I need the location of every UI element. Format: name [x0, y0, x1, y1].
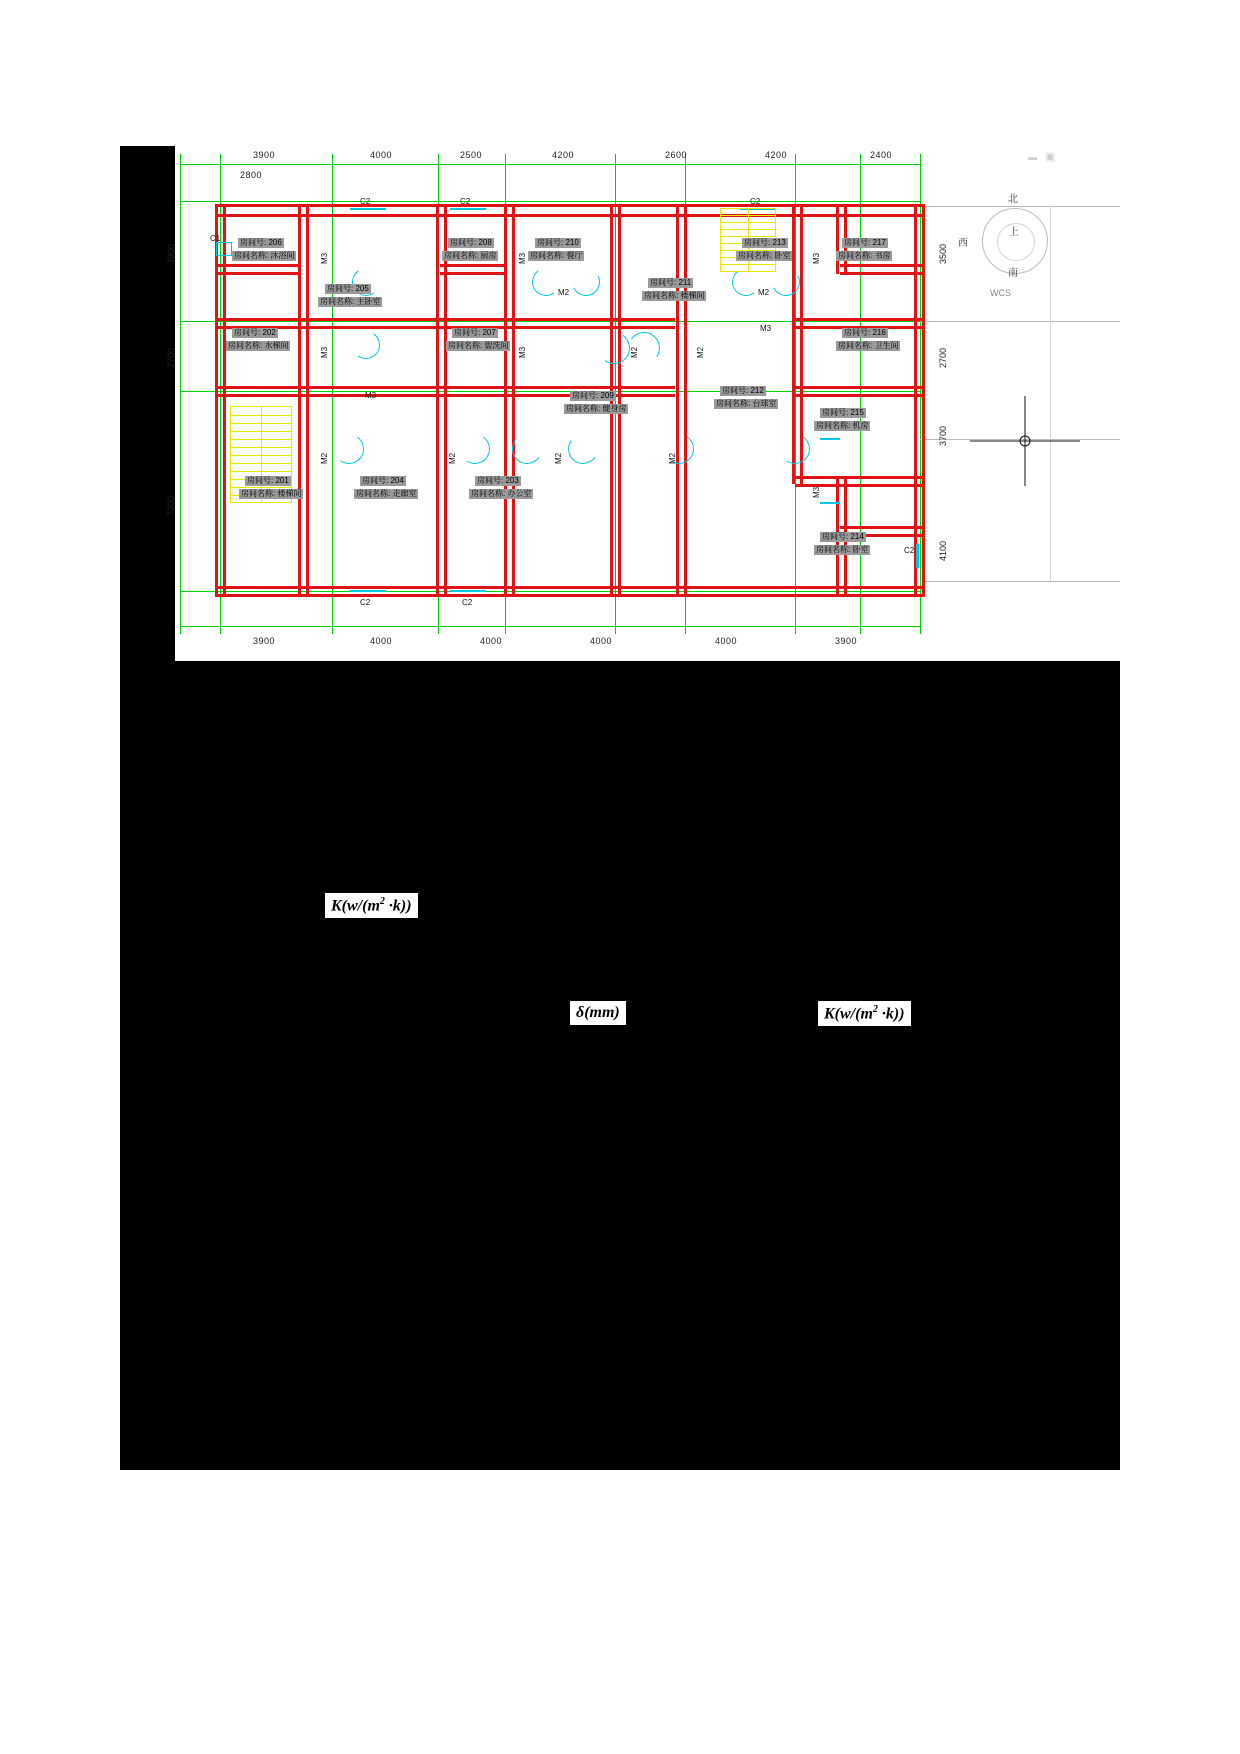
room-tag-number: 房间号: 205: [327, 284, 369, 293]
label-m2-v-3: M2: [320, 452, 329, 464]
room-tag-name: 房间名称: 机房: [816, 421, 869, 430]
dim-left-1: 2700: [166, 347, 176, 368]
window-c2-4: [350, 590, 386, 592]
label-c2-1: C2: [360, 197, 371, 206]
dim-top-6: 2400: [870, 150, 893, 160]
axis-line-4: [180, 591, 920, 592]
wall-room214-top: [840, 526, 925, 529]
window-c2-2: [450, 208, 486, 210]
wall-v-6b: [800, 204, 803, 394]
wall-left-inner: [223, 204, 226, 596]
room-tag-name: 房间名称: 沐浴间: [234, 251, 295, 260]
room-tag-number: 房间号: 216: [844, 328, 886, 337]
room-tag-name: 房间名称: 卫生间: [838, 341, 899, 350]
window-c2-1: [350, 208, 386, 210]
dim-bottom-5: 3900: [835, 636, 858, 646]
wall-v-2: [436, 204, 439, 394]
wall-v-4d: [618, 394, 621, 594]
dim-line-bottom: [180, 626, 920, 627]
room-tag-name: 房间名称: 卧室: [816, 545, 869, 554]
wall-mid1-c: [795, 318, 925, 321]
room-tag-number: 房间号: 213: [744, 238, 786, 247]
room-tag-number: 房间号: 206: [240, 238, 282, 247]
room-tag-number: 房间号: 212: [722, 386, 764, 395]
wall-v-4c: [610, 394, 613, 594]
label-m3-h-1: M3: [365, 391, 377, 400]
label-m2-v-5: M2: [554, 452, 563, 464]
dim-left-2: 7300: [166, 495, 176, 516]
wcs-label[interactable]: WCS: [990, 288, 1011, 298]
room-tag-name: 房间名称: 健身房: [566, 404, 627, 413]
wall-bottom-outer: [215, 586, 925, 589]
window-c2-6: [916, 544, 919, 568]
wall-mid2-d: [795, 394, 925, 397]
room-tag-number: 房间号: 215: [822, 408, 864, 417]
dim-left-0: 3900: [166, 243, 176, 264]
label-c2-2: C2: [460, 197, 471, 206]
window-c1: [216, 242, 232, 256]
cad-drawing-viewport[interactable]: [120, 146, 1120, 661]
wall-v-2d: [444, 394, 447, 594]
wall-room208-bottom2: [440, 272, 505, 275]
wall-top-outer: [215, 204, 925, 207]
room-tag-number: 房间号: 217: [844, 238, 886, 247]
restore-icon[interactable]: ▣: [1045, 151, 1056, 163]
dim-bottom-0: 3900: [253, 636, 276, 646]
label-c1: C1: [210, 234, 221, 243]
axis-v-0: [180, 154, 181, 634]
wall-mid3-a: [795, 476, 925, 479]
room-tag-name: 房间名称: 书房: [838, 251, 891, 260]
wall-right-outer: [922, 204, 925, 596]
dim-bottom-2: 4000: [480, 636, 503, 646]
room-tag-name: 房间名称: 走廊室: [356, 489, 417, 498]
dim-bottom-4: 4000: [715, 636, 738, 646]
dim-top-2: 2500: [460, 150, 483, 160]
label-m3-v-5: M3: [812, 252, 821, 264]
wall-v-1: [298, 204, 301, 394]
wall-v-7: [836, 204, 839, 274]
wall-room217-bottom2: [840, 272, 925, 275]
dim-top-4: 2600: [665, 150, 688, 160]
wall-left-outer: [215, 204, 218, 596]
compass-south-label: 南: [1008, 268, 1018, 279]
formula-k-1: $K(w/(m^2 \cdot k))$: [325, 893, 418, 918]
room-tag-number: 房间号: 210: [537, 238, 579, 247]
wall-room206-bottom2: [215, 272, 300, 275]
label-m2-h-2: M2: [758, 288, 770, 297]
viewport-line-1: [920, 206, 1120, 207]
wall-v-4: [610, 204, 613, 394]
wall-room206-bottom: [215, 264, 300, 267]
wall-room208-bottom: [440, 264, 505, 267]
room-tag-number: 房间号: 207: [454, 328, 496, 337]
viewport-line-2: [920, 321, 1120, 322]
label-m3-v-4: M3: [518, 346, 527, 358]
wall-v-2b: [444, 204, 447, 394]
label-m2-h-1: M2: [558, 288, 570, 297]
room-tag-number: 房间号: 202: [234, 328, 276, 337]
room-tag-name: 房间名称: 厨房: [444, 251, 497, 260]
minimize-icon[interactable]: ▬: [1028, 152, 1037, 162]
label-m2-v-2: M2: [696, 346, 705, 358]
room-tag-name: 房间名称: 台球室: [716, 399, 777, 408]
room-tag-name: 房间名称: 盥洗间: [448, 341, 509, 350]
label-m3-v-1: M3: [320, 252, 329, 264]
wall-top-inner: [215, 214, 925, 217]
room-tag-number: 房间号: 203: [477, 476, 519, 485]
dim-bottom-3: 4000: [590, 636, 613, 646]
room-tag-number: 房间号: 201: [247, 476, 289, 485]
label-c2-3: C2: [750, 197, 761, 206]
wall-v-5c: [676, 394, 679, 594]
label-m3-v-3: M3: [320, 346, 329, 358]
viewport-line-4: [920, 581, 1120, 582]
door-m3-4: [820, 502, 840, 504]
room-tag-number: 房间号: 204: [362, 476, 404, 485]
crosshair-cursor: [970, 396, 1080, 486]
wall-mid2-c: [795, 386, 925, 389]
axis-line-2: [180, 321, 920, 322]
compass-north-label: 北: [1008, 194, 1018, 205]
room-tag-number: 房间号: 208: [450, 238, 492, 247]
wall-v-3b: [512, 204, 515, 394]
wall-v-1b: [306, 204, 309, 394]
room-tag-name: 房间名称: 办公室: [471, 489, 532, 498]
dim-top-3: 4200: [552, 150, 575, 160]
dim-bottom-1: 4000: [370, 636, 393, 646]
room-tag-number: 房间号: 211: [650, 278, 692, 287]
label-m3-h-2: M3: [760, 324, 772, 333]
label-c2-5: C2: [462, 598, 473, 607]
wall-room217-bottom: [840, 264, 925, 267]
room-tag-name: 房间名称: 水梯间: [228, 341, 289, 350]
wall-v-2c: [436, 394, 439, 594]
viewport-line-5: [1050, 206, 1051, 581]
dim-right-1: 2700: [938, 347, 948, 368]
room-tag-name: 房间名称: 楼梯间: [241, 489, 302, 498]
dim-top-secondary-0: 2800: [240, 170, 263, 180]
wall-v-3: [504, 204, 507, 394]
compass-top-face: 上: [1009, 227, 1019, 238]
dim-top-1: 4000: [370, 150, 393, 160]
wall-v-5d: [684, 394, 687, 594]
axis-line-3: [180, 391, 920, 392]
door-m3-3: [820, 438, 840, 440]
label-c2-6: C2: [904, 546, 915, 555]
wall-v-6: [792, 204, 795, 394]
formula-delta: δ(mm): [570, 1001, 626, 1025]
room-tag-name: 房间名称: 主卧室: [320, 297, 381, 306]
label-m3-v-2: M3: [518, 252, 527, 264]
room-tag-number: 房间号: 214: [822, 532, 864, 541]
compass-west-label: 西: [958, 238, 968, 249]
wall-bottom-inner: [215, 594, 925, 597]
room-tag-name: 房间名称: 餐厅: [530, 251, 583, 260]
wall-v-4b: [618, 204, 621, 394]
axis-line-1: [180, 201, 920, 202]
dim-top-0: 3900: [253, 150, 276, 160]
dim-line-top: [180, 164, 920, 165]
label-c2-4: C2: [360, 598, 371, 607]
room-tag-name: 房间名称: 楼梯间: [644, 291, 705, 300]
label-m2-v-6: M2: [668, 452, 677, 464]
dim-right-2: 3700: [938, 425, 948, 446]
dim-top-5: 4200: [765, 150, 788, 160]
label-m3-v-6: M3: [812, 486, 821, 498]
room-tag-name: 房间名称: 卧室: [738, 251, 791, 260]
window-c2-5: [450, 590, 486, 592]
label-m2-v-4: M2: [448, 452, 457, 464]
dim-right-3: 4100: [938, 540, 948, 561]
wall-right-inner: [914, 204, 917, 596]
wall-v-1d: [306, 394, 309, 594]
room-tag-number: 房间号: 209: [572, 391, 614, 400]
label-m2-v-1: M2: [630, 346, 639, 358]
dim-right-0: 3500: [938, 243, 948, 264]
formula-k-2: $K(w/(m^2 \cdot k))$: [818, 1001, 911, 1026]
